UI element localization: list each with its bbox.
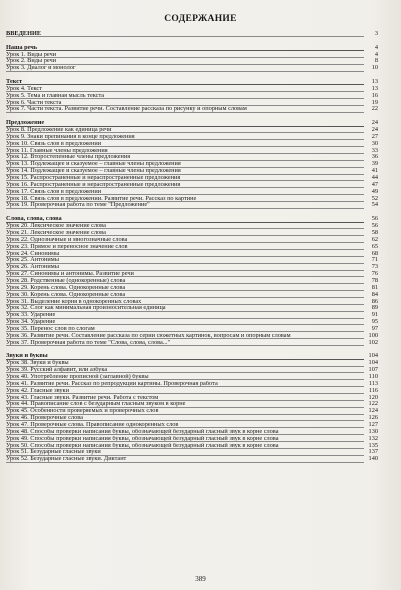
toc-section-heading <box>6 45 378 52</box>
toc-entry-title: Урок 19. Проверочная работа по теме "Предложение" <box>6 202 150 209</box>
toc-entry-page: 78 <box>371 277 378 284</box>
toc-entry-title: Урок 28. Родственные (однокоренные) слова <box>6 277 126 284</box>
toc-entry-title: Урок 44. Правописание слов с безударным гласным звуком в корне <box>6 401 186 408</box>
toc-entry-title: Урок 15. Распространенные и нераспространенные предложения <box>6 175 181 182</box>
toc-entry-page: 24 <box>371 127 378 134</box>
toc-entry-title: Урок 27. Синонимы и антонимы. Развитие речи <box>6 271 134 278</box>
toc-entry-title: Урок 5. Тема и главная мысль текста <box>6 92 105 99</box>
toc-entry-title: Урок 38. Звуки и буквы <box>6 360 69 367</box>
toc-entry-page: 116 <box>368 387 378 394</box>
toc-entry <box>6 422 378 429</box>
toc-entry <box>6 175 378 182</box>
toc-entry <box>6 65 378 72</box>
toc-entry-title: Урок 10. Связь слов в предложении <box>6 140 102 147</box>
toc-entry-title: Урок 8. Предложение как единица речи <box>6 127 112 134</box>
toc-entry-title: Урок 41. Развитие речи. Рассказ по репродукции картины. Проверочная работа <box>6 380 218 387</box>
toc-entry <box>6 251 378 258</box>
toc-entry <box>6 436 378 443</box>
toc-entry-page: 107 <box>368 367 378 374</box>
toc-entry-title: Урок 51. Безударные гласные звуки <box>6 449 101 456</box>
toc-entry-page: 4 <box>374 44 378 51</box>
toc-entry-title: Урок 17. Связь слов в предложении <box>6 188 102 195</box>
toc-entry-page: 127 <box>368 421 378 428</box>
toc-entry-page: 132 <box>368 435 378 442</box>
toc-entry-page: 30 <box>371 140 378 147</box>
toc-entry-title: Урок 7. Части текста. Развитие речи. Составление рассказа по рисунку и опорным словам <box>6 106 247 113</box>
toc-entry-page: 68 <box>371 250 378 257</box>
toc-entry-page: 22 <box>371 106 378 113</box>
toc-entry-title: Урок 26. Антонимы <box>6 264 59 271</box>
toc-entry-page: 135 <box>368 442 378 449</box>
toc-entry-page: 41 <box>371 168 378 175</box>
toc-entry-title: Урок 13. Подлежащее и сказуемое – главные члены предложения <box>6 161 181 168</box>
toc-entry-page: 100 <box>368 332 378 339</box>
toc-entry-title: Урок 45. Особенности проверяемых и проверочных слов <box>6 408 159 415</box>
toc-entry-page: 10 <box>371 65 378 72</box>
toc-entry-title: Урок 11. Главные члены предложения <box>6 147 108 154</box>
toc-entry-title: Урок 24. Синонимы <box>6 250 60 257</box>
toc-entry-title: Урок 52. Безударные гласные звуки. Диктант <box>6 456 127 463</box>
toc-entry-page: 54 <box>371 202 378 209</box>
toc-entry-title: Урок 2. Виды речи <box>6 58 57 65</box>
toc-entry-page: 33 <box>371 147 378 154</box>
toc-entry-title: Урок 34. Ударение <box>6 319 56 326</box>
toc-entry-title: Урок 18. Связь слов в предложении. Развитие речи. Рассказ по картине <box>6 195 197 202</box>
toc-entry-page: 97 <box>371 325 378 332</box>
toc-entry-title: Урок 4. Текст <box>6 85 42 92</box>
toc-spacer <box>6 209 378 216</box>
toc-entry-page: 13 <box>371 85 378 92</box>
toc-entry <box>6 127 378 134</box>
toc-entry <box>6 161 378 168</box>
toc-entry <box>6 141 378 148</box>
toc-entry-page: 49 <box>371 188 378 195</box>
toc-entry-page: 104 <box>368 353 378 360</box>
toc-entry <box>6 292 378 299</box>
toc-entry-title: Урок 9. Знаки препинания в конце предложения <box>6 133 135 140</box>
toc-entry-title: Предложение <box>6 120 45 127</box>
leader-line <box>6 462 364 463</box>
toc-spacer <box>6 38 378 45</box>
toc-entry-page: 58 <box>371 229 378 236</box>
toc-entry-title: Урок 49. Способы проверки написания буквы, обозначающей безударный гласный звук в корне слова <box>6 435 279 442</box>
toc-entry-page: 104 <box>368 360 378 367</box>
toc-entry <box>6 360 378 367</box>
toc-entry <box>6 168 378 175</box>
toc-entry <box>6 271 378 278</box>
toc-entry-title: Урок 35. Перенос слов по слогам <box>6 325 95 332</box>
toc-entry <box>6 429 378 436</box>
toc-entry-title: Урок 33. Ударение <box>6 312 56 319</box>
toc-entry <box>6 443 378 450</box>
toc-section-heading <box>6 353 378 360</box>
toc-entry-page: 27 <box>371 133 378 140</box>
toc-entry <box>6 381 378 388</box>
toc-entry <box>6 52 378 59</box>
toc-entry-title: Урок 23. Прямое и переносное значение слов <box>6 243 128 250</box>
toc-entry-title: Урок 37. Проверочная работа по теме "Слова, слова, слова..." <box>6 339 171 346</box>
toc-entry <box>6 340 378 347</box>
toc-entry <box>6 202 378 209</box>
toc-entry <box>6 58 378 65</box>
toc-entry-page: 102 <box>368 339 378 346</box>
toc-entry <box>6 100 378 107</box>
toc-entry-page: 76 <box>371 271 378 278</box>
toc-entry-title: Урок 1. Виды речи <box>6 51 57 58</box>
toc-entry <box>6 415 378 422</box>
toc-entry-page: 65 <box>371 243 378 250</box>
toc-entry-page: 71 <box>371 257 378 264</box>
toc-entry-title: Слова, слова, слова <box>6 216 62 223</box>
toc-entry-page: 130 <box>368 428 378 435</box>
toc-entry <box>6 312 378 319</box>
toc-entry-page: 47 <box>371 181 378 188</box>
toc-entry <box>6 134 378 141</box>
toc-section-heading <box>6 31 378 38</box>
toc-entry <box>6 244 378 251</box>
toc-entry-title: Урок 36. Развитие речи. Составление рассказа по серии сюжетных картинок, вопросам и опорным словам <box>6 332 291 339</box>
toc-entry-title: Урок 16. Распространенные и нераспространенные предложения <box>6 181 181 188</box>
toc-entry-page: 16 <box>371 92 378 99</box>
toc-entry-title: Урок 40. Употребление прописной (заглавной) буквы <box>6 373 149 380</box>
toc-entry <box>6 230 378 237</box>
toc-entry <box>6 264 378 271</box>
toc-entry <box>6 285 378 292</box>
toc-spacer <box>6 113 378 120</box>
toc-entry-title: Урок 42. Гласные звуки <box>6 387 69 394</box>
toc-entry-title: Урок 48. Способы проверки написания буквы, обозначающей безударный гласный звук в корне слова <box>6 428 279 435</box>
toc-entry-title: ВВЕДЕНИЕ <box>6 31 42 37</box>
toc-entry-page: 24 <box>371 120 378 127</box>
table-of-contents <box>6 31 378 463</box>
toc-entry-page: 126 <box>368 415 378 422</box>
toc-entry-page: 122 <box>368 401 378 408</box>
toc-entry-page: 89 <box>371 305 378 312</box>
toc-entry <box>6 154 378 161</box>
toc-entry-page: 140 <box>368 456 378 463</box>
toc-entry-title: Урок 31. Выделение корня в однокоренных словах <box>6 298 142 305</box>
toc-entry <box>6 223 378 230</box>
toc-entry <box>6 278 378 285</box>
toc-entry-title: Урок 14. Подлежащее и сказуемое – главные члены предложения <box>6 168 181 175</box>
toc-entry <box>6 148 378 155</box>
toc-entry-page: 113 <box>368 380 378 387</box>
toc-entry-title: Звуки и буквы <box>6 353 48 360</box>
toc-entry-page: 95 <box>371 319 378 326</box>
toc-entry-page: 8 <box>374 58 378 65</box>
toc-spacer <box>6 347 378 354</box>
toc-entry <box>6 237 378 244</box>
toc-entry <box>6 388 378 395</box>
toc-entry <box>6 319 378 326</box>
toc-entry-page: 91 <box>371 312 378 319</box>
toc-entry-page: 44 <box>371 175 378 182</box>
toc-entry-page: 39 <box>371 161 378 168</box>
toc-entry <box>6 401 378 408</box>
toc-entry-title: Наша речь <box>6 44 38 51</box>
toc-entry <box>6 182 378 189</box>
toc-entry-title: Урок 32. Слог как минимальная произносительная единица <box>6 305 166 312</box>
page-title: СОДЕРЖАНИЕ <box>164 14 237 24</box>
toc-entry-title: Урок 12. Второстепенные члены предложения <box>6 154 131 161</box>
toc-entry-title: Урок 22. Однозначные и многозначные слова <box>6 236 128 243</box>
toc-entry <box>6 196 378 203</box>
toc-entry <box>6 333 378 340</box>
toc-entry-title: Текст <box>6 79 23 86</box>
toc-section-heading <box>6 216 378 223</box>
toc-entry-title: Урок 20. Лексическое значение слова <box>6 223 106 230</box>
toc-entry-page: 19 <box>371 99 378 106</box>
toc-entry-title: Урок 21. Лексическое значение слова <box>6 229 106 236</box>
toc-entry-page: 56 <box>371 223 378 230</box>
toc-entry <box>6 305 378 312</box>
toc-entry-title: Урок 47. Проверочные слова. Правописание однокоренных слов <box>6 421 179 428</box>
toc-entry <box>6 257 378 264</box>
toc-entry-page: 137 <box>368 449 378 456</box>
toc-entry-page: 120 <box>368 394 378 401</box>
toc-entry-title: Урок 50. Способы проверки написания буквы, обозначающей безударный гласный звук в корне слова <box>6 442 279 449</box>
toc-entry-title: Урок 30. Корень слова. Однокоренные слова <box>6 291 126 298</box>
toc-section-heading <box>6 120 378 127</box>
toc-entry-title: Урок 25. Антонимы <box>6 257 59 264</box>
toc-entry <box>6 189 378 196</box>
toc-entry-page: 62 <box>371 236 378 243</box>
toc-entry <box>6 86 378 93</box>
toc-entry-page: 36 <box>371 154 378 161</box>
toc-entry-title: Урок 39. Русский алфавит, или азбука <box>6 367 108 374</box>
toc-entry <box>6 374 378 381</box>
toc-entry <box>6 326 378 333</box>
toc-entry-page: 56 <box>371 216 378 223</box>
toc-entry <box>6 408 378 415</box>
toc-entry-page: 3 <box>374 31 378 37</box>
toc-entry-page: 124 <box>368 408 378 415</box>
toc-entry <box>6 456 378 463</box>
toc-entry-page: 4 <box>374 51 378 58</box>
toc-entry-title: Урок 29. Корень слова. Однокоренные слова <box>6 284 126 291</box>
toc-entry-title: Урок 43. Гласные звуки. Развитие речи. Работа с текстом <box>6 394 159 401</box>
toc-entry-page: 81 <box>371 284 378 291</box>
toc-entry-page: 73 <box>371 264 378 271</box>
toc-entry <box>6 367 378 374</box>
toc-entry-page: 52 <box>371 195 378 202</box>
toc-entry-title: Урок 6. Части текста <box>6 99 62 106</box>
toc-entry-title: Урок 46. Проверочные слова <box>6 415 83 422</box>
toc-spacer <box>6 72 378 79</box>
toc-entry <box>6 106 378 113</box>
toc-entry-page: 84 <box>371 291 378 298</box>
toc-entry <box>6 449 378 456</box>
toc-section-heading <box>6 79 378 86</box>
page-number: 389 <box>195 575 206 583</box>
toc-entry <box>6 299 378 306</box>
toc-entry-title: Урок 3. Диалог и монолог <box>6 65 76 72</box>
toc-entry-page: 110 <box>368 373 378 380</box>
toc-entry <box>6 93 378 100</box>
toc-entry-page: 86 <box>371 298 378 305</box>
toc-entry-page: 13 <box>371 79 378 86</box>
toc-entry <box>6 395 378 402</box>
